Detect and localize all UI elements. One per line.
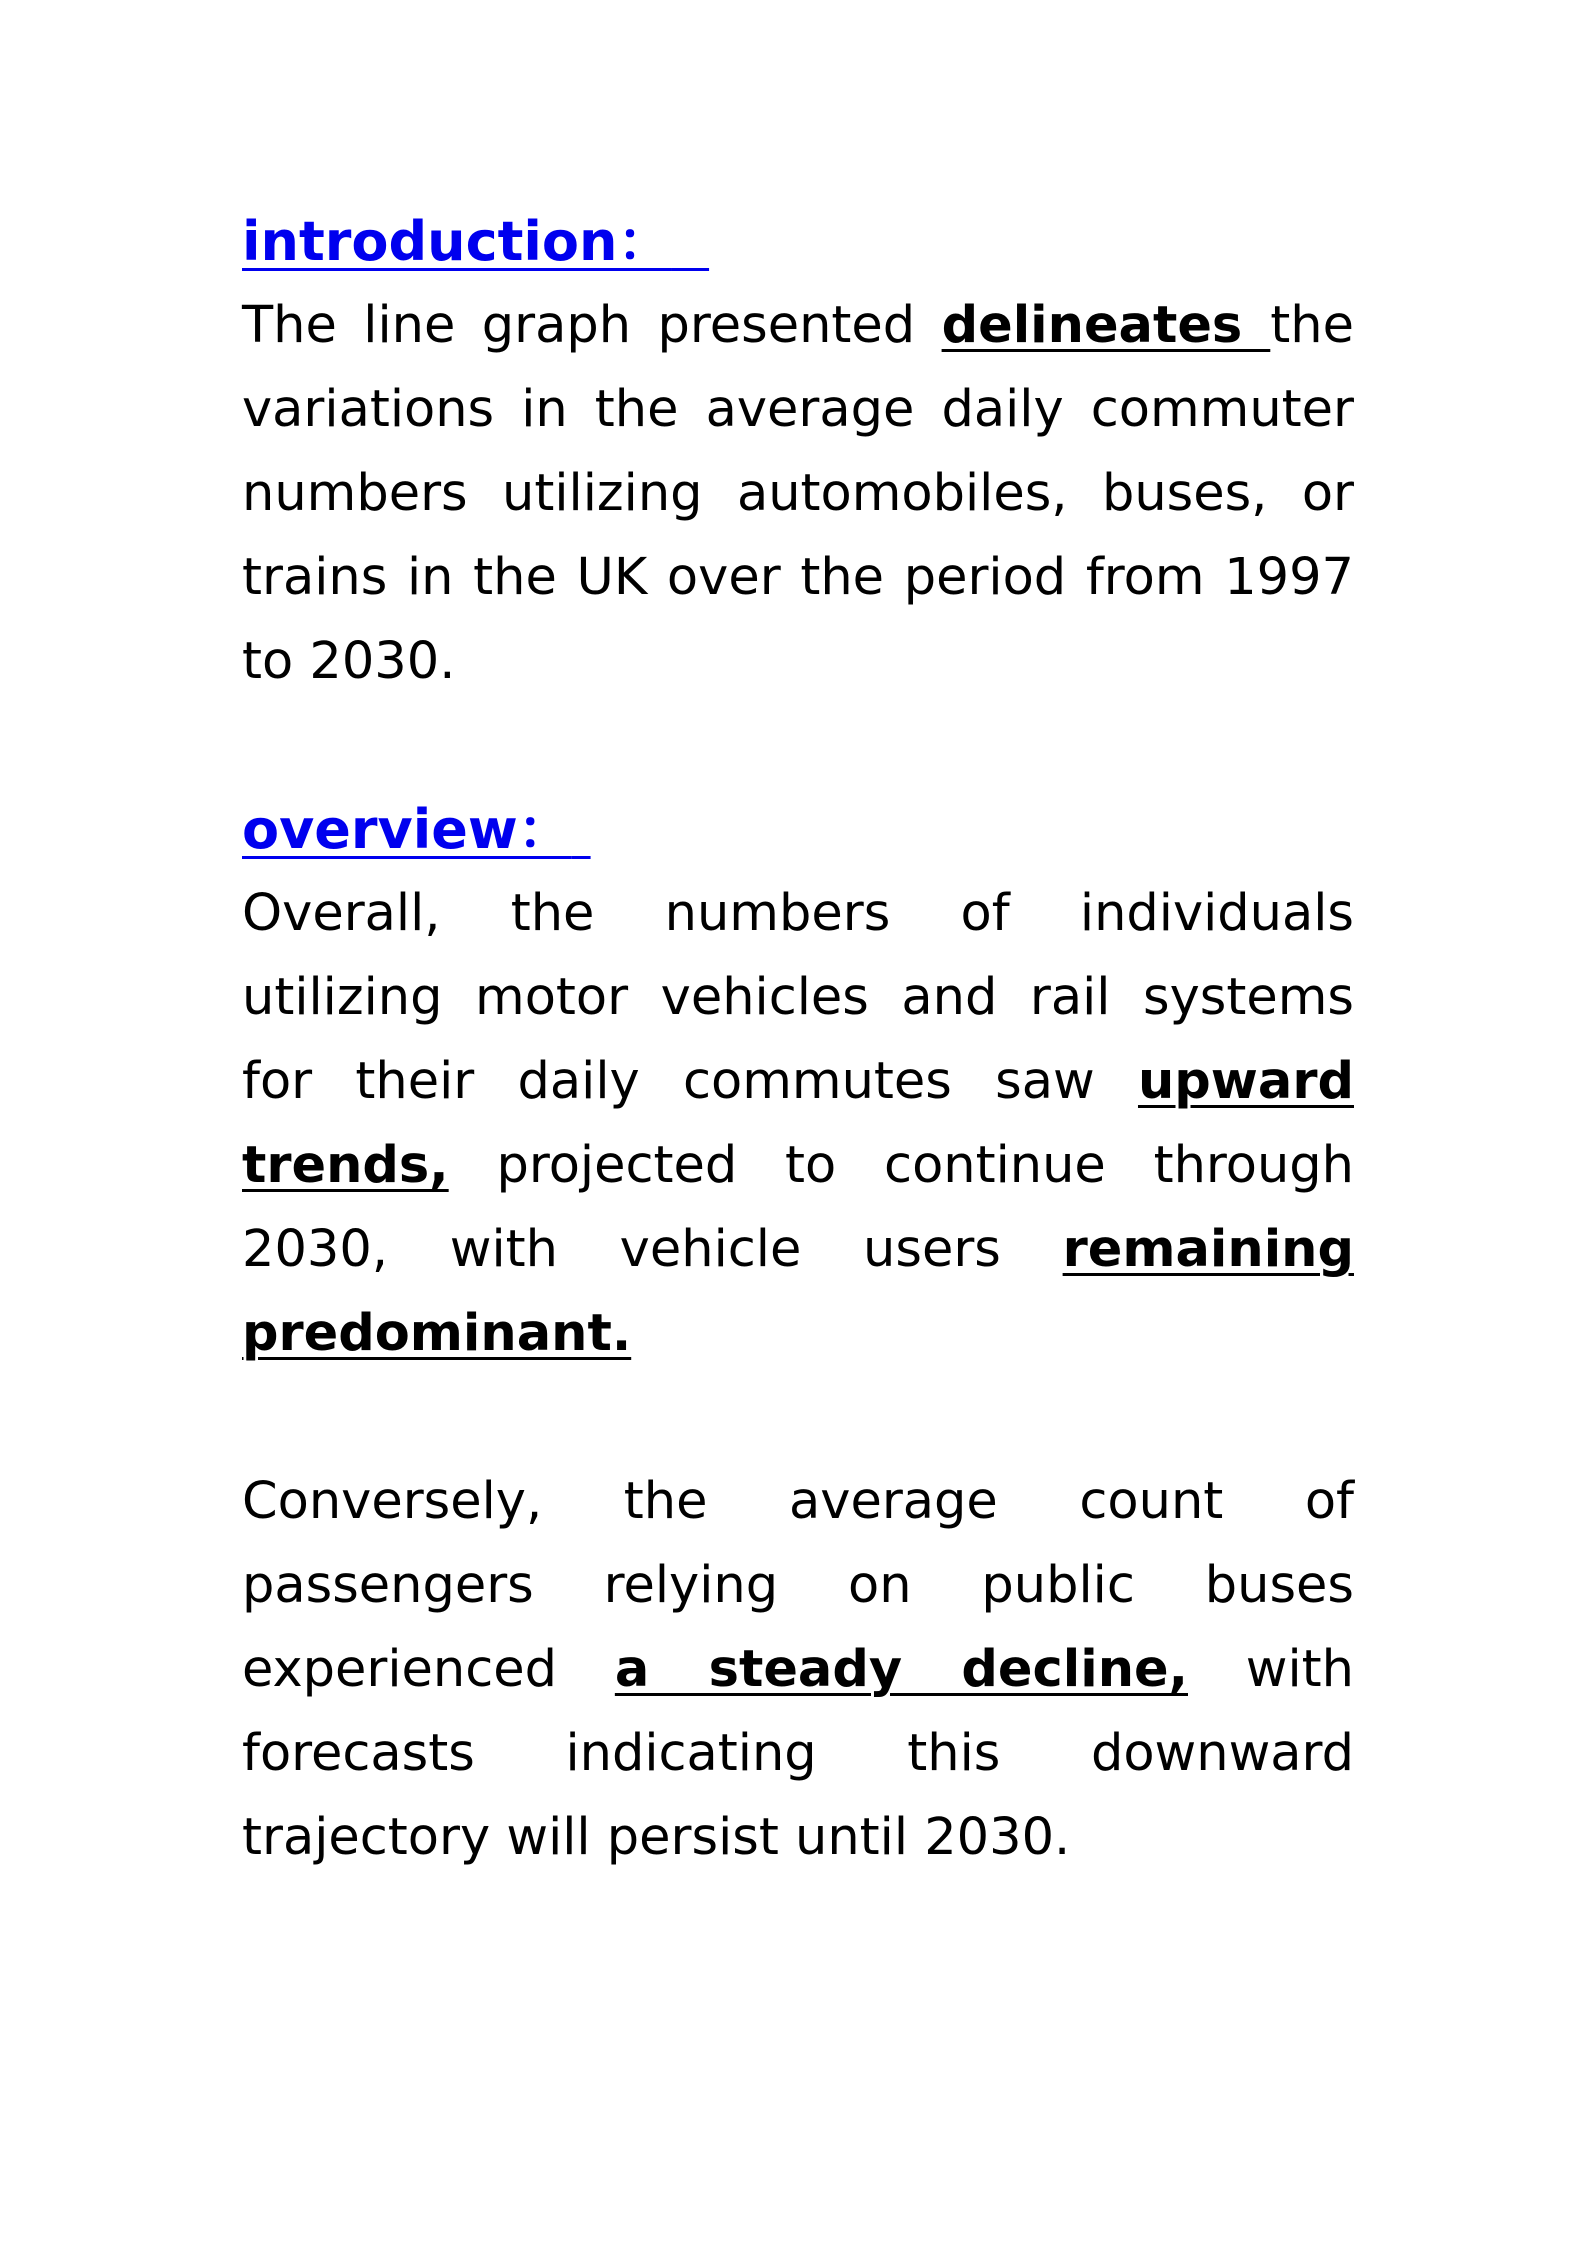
overview-paragraph [242,872,1354,1376]
overview-highlight-upward-trends: upward trends, [242,1052,1354,1195]
intro-highlight-delineates: delineates [941,296,1271,355]
overview-highlight-remaining-predominant: remaining predominant. [242,1220,1354,1363]
section-spacer [242,1376,1354,1460]
intro-text-2: the variations in the average daily commuter numbers utilizing automobiles, buses, or trains in the UK over the period from 1997 to 2030. [242,296,1354,691]
conversely-text-2: with forecasts indicating this downward trajectory will persist until 2030. [242,1640,1354,1867]
overview-text-2: projected to continue through 2030, with vehicle users [242,1136,1354,1279]
conversely-text-1: Conversely, the average count of passengers relying on public buses experienced [242,1472,1354,1699]
conversely-highlight-steady-decline: a steady decline, [614,1640,1188,1699]
introduction-paragraph [242,284,1354,704]
overview-heading: overview： [242,798,572,861]
overview-text-1: Overall, the numbers of individuals utilizing motor vehicles and rail systems for their daily commutes saw [242,884,1354,1111]
conversely-paragraph [242,1460,1354,1880]
introduction-heading: introduction： [242,210,672,273]
intro-text-1: The line graph presented [242,296,942,355]
section-spacer [242,704,1354,788]
document-page [242,200,1354,1880]
